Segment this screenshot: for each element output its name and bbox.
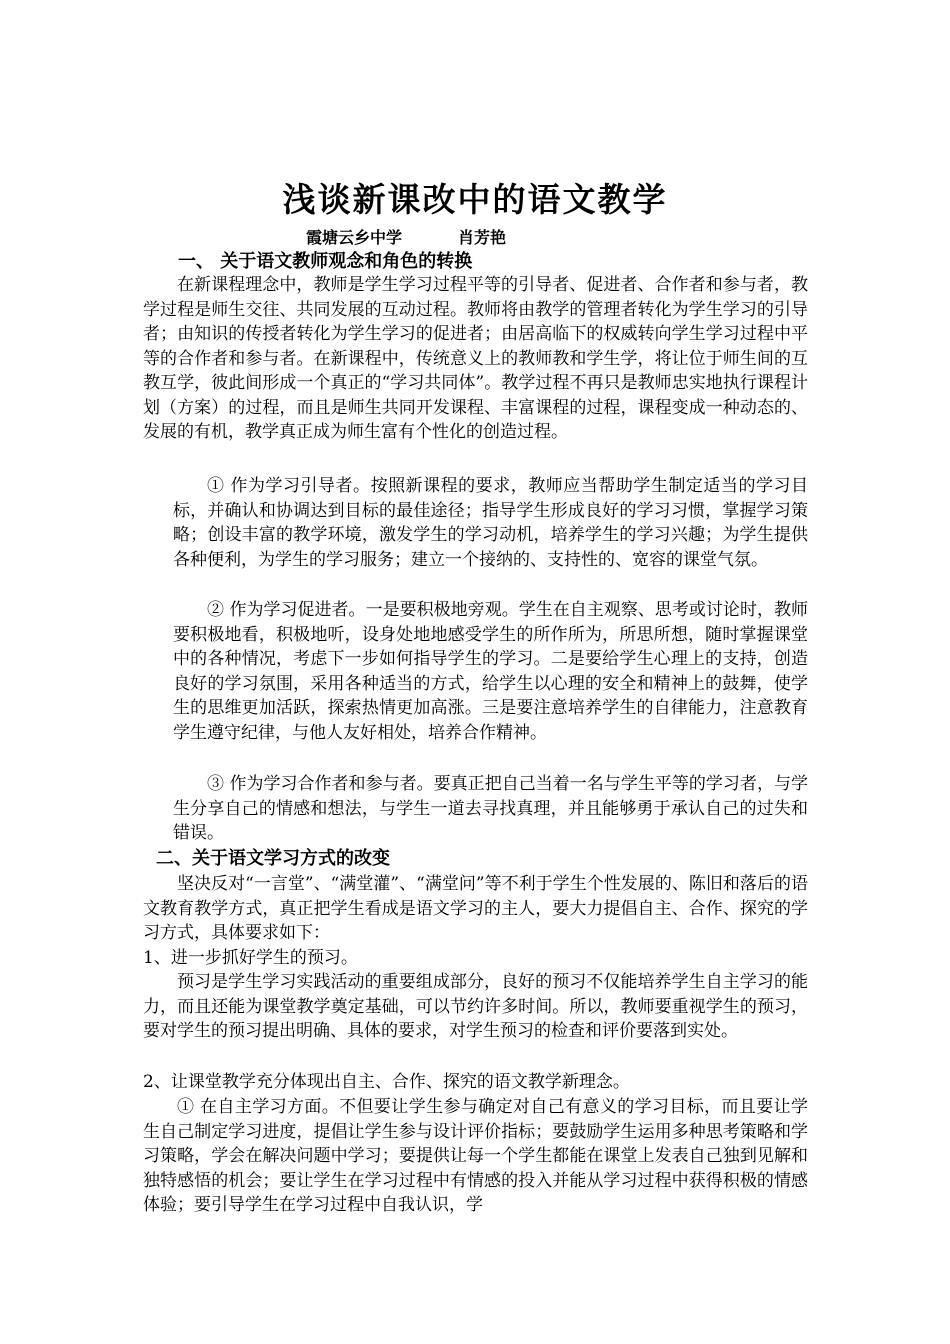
paragraph: 坚决反对“一言堂”、“满堂灌”、“满堂问”等不利于学生个性发展的、陈旧和落后的语文教育教学方式，真正把学生看成是语文学习的主人，要大力提倡自主、合作、探究的学习方式，具体要求如下： — [143, 874, 808, 943]
school-name: 霞塘云乡中学 — [306, 228, 403, 247]
paragraph: 在新课程理念中，教师是学生学习过程平等的引导者、促进者、合作者和参与者，教学过程是师生交往、共同发展的互动过程。教师将由教学的管理者转化为学生学习的引导者；由知识的传授者转化为学生学习的促进者；由居高临下的权威转向学生学习过程中平等的合作者和参与者。在新课程中，传统意义上的教师教和学生学，将让位于师生间的互教互学，彼此间形成一个真正的“学习共同体”。教学过程不再只是教师忠实地执行课程计划（方案）的过程，而且是师生共同开发课程、丰富课程的过程，课程变成一种动态的、发展的有机，教学真正成为师生富有个性化的创造过程。 — [143, 275, 808, 442]
byline — [306, 226, 506, 250]
list-item: ① 作为学习引导者。按照新课程的要求，教师应当帮助学生制定适当的学习目标，并确认和协调达到目标的最佳途径；指导学生形成良好的学习习惯，掌握学习策略；创设丰富的教学环境，激发学生的学习动机，培养学生的学习兴趣；为学生提供各种便利，为学生的学习服务；建立一个接纳的、支持性的、宽容的课堂气氛。 — [173, 476, 808, 570]
point-heading: 1、进一步抓好学生的预习。 — [143, 948, 358, 968]
page-title: 浅谈新课改中的语文教学 — [282, 180, 668, 219]
paragraph: 预习是学生学习实践活动的重要组成部分，良好的预习不仅能培养学生自主学习的能力，而且还能为课堂教学奠定基础，可以节约许多时间。所以，教师要重视学生的预习，要对学生的预习提出明确、具体的要求，对学生预习的检查和评价要落到实处。 — [143, 972, 808, 1041]
author-name: 肖芳艳 — [458, 228, 507, 247]
section-heading-2: 二、关于语文学习方式的改变 — [156, 848, 390, 869]
list-item: ③ 作为学习合作者和参与者。要真正把自己当着一名与学生平等的学习者，与学生分享自己的情感和想法，与学生一道去寻找真理，并且能够勇于承认自己的过失和错误。 — [173, 774, 808, 843]
point-heading: 2、让课堂教学充分体现出自主、合作、探究的语文教学新理念。 — [143, 1072, 630, 1092]
paragraph: ① 在自主学习方面。不但要让学生参与确定对自己有意义的学习目标，而且要让学生自己制定学习进度，提倡让学生参与设计评价指标；要鼓励学生运用多种思考策略和学习策略，学会在解决问题中学习；要提供让每一个学生都能在课堂上发表自己独到见解和独特感悟的机会；要让学生在学习过程中有情感的投入并能从学习过程中获得积极的情感体验；要引导学生在学习过程中自我认识，学 — [143, 1097, 808, 1215]
section-heading-1: 一、 关于语文教师观念和角色的转换 — [178, 251, 473, 272]
list-item: ② 作为学习促进者。一是要积极地旁观。学生在自主观察、思考或讨论时，教师要积极地看，积极地听，设身处地地感受学生的所作所为，所思所想，随时掌握课堂中的各种情况，考虑下一步如何指导学生的学习。二是要给学生心理上的支持，创造良好的学习氛围，采用各种适当的方式，给学生以心理的安全和精神上的鼓舞，使学生的思维更加活跃，探索热情更加高涨。三是要注意培养学生的自律能力，注意教育学生遵守纪律，与他人友好相处，培养合作精神。 — [173, 600, 808, 743]
